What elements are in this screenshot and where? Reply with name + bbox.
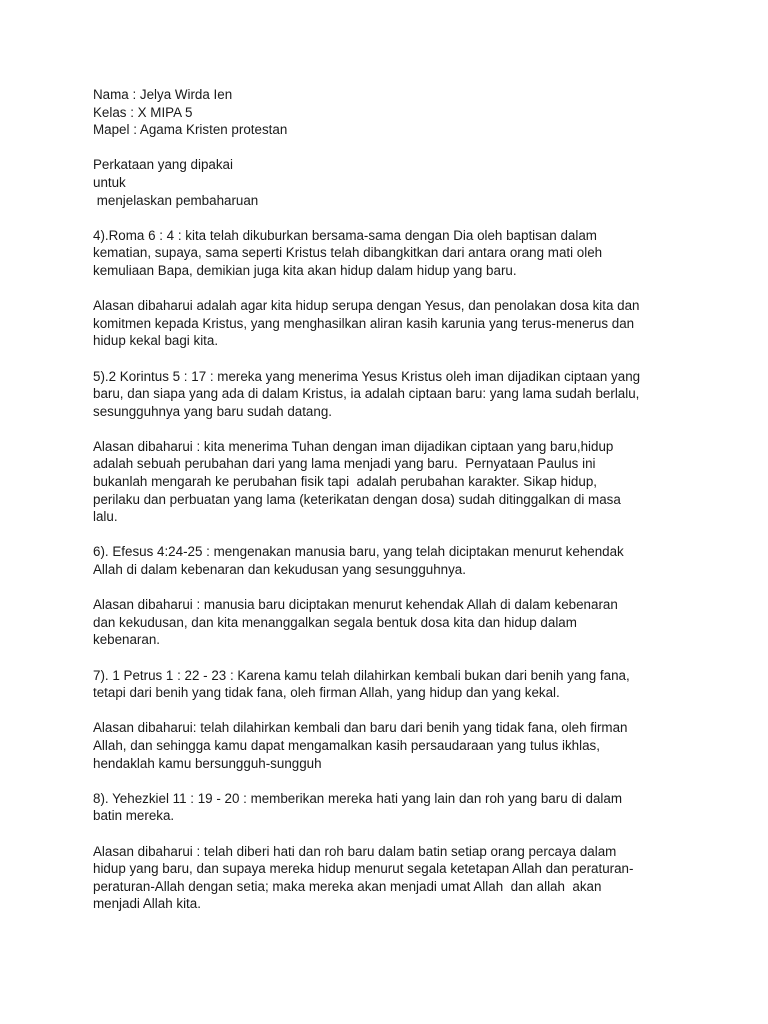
reason-line: adalah sebuah perubahan dari yang lama menjadi yang baru. Pernyataan Paulus ini bbox=[93, 456, 596, 472]
verse-line: 5).2 Korintus 5 : 17 : mereka yang menerima Yesus Kristus oleh iman dijadikan ciptaan yang bbox=[93, 368, 641, 384]
reason-paragraph bbox=[93, 719, 683, 772]
reason-line: Alasan dibaharui : manusia baru diciptakan menurut kehendak Allah di dalam kebenaran bbox=[93, 597, 618, 613]
verse-line: baru, dan siapa yang ada di dalam Kristus, ia adalah ciptaan baru: yang lama sudah berlalu, bbox=[93, 386, 640, 402]
verse-line: tetapi dari benih yang tidak fana, oleh firman Allah, yang hidup dan yang kekal. bbox=[93, 685, 560, 701]
verse-paragraph bbox=[93, 543, 683, 578]
reason-line: Allah, dan sehingga kamu dapat mengamalkan kasih persaudaraan yang tulus ikhlas, bbox=[93, 737, 600, 753]
verse-line: sesungguhnya yang baru sudah datang. bbox=[93, 403, 332, 419]
reason-line: Alasan dibaharui: telah dilahirkan kembali dan baru dari benih yang tidak fana, oleh firman bbox=[93, 720, 628, 736]
verse-line: 7). 1 Petrus 1 : 22 - 23 : Karena kamu telah dilahirkan kembali bukan dari benih yang fana, bbox=[93, 667, 630, 683]
header-block bbox=[93, 86, 683, 139]
reason-line: bukanlah mengarah ke perubahan fisik tapi adalah perubahan karakter. Sikap hidup, bbox=[93, 474, 597, 490]
intro-line: Perkataan yang dipakai bbox=[93, 157, 233, 173]
verse-paragraph bbox=[93, 227, 683, 280]
reason-line: Alasan dibaharui adalah agar kita hidup serupa dengan Yesus, dan penolakan dosa kita dan bbox=[93, 298, 640, 314]
reason-line: hidup yang baru, dan supaya mereka hidup menurut segala ketetapan Allah dan peraturan- bbox=[93, 861, 634, 877]
reason-line: lalu. bbox=[93, 509, 118, 525]
reason-line: kebenaran. bbox=[93, 632, 161, 648]
verse-line: 6). Efesus 4:24-25 : mengenakan manusia baru, yang telah diciptakan menurut kehendak bbox=[93, 544, 624, 560]
verse-line: Allah di dalam kebenaran dan kekudusan yang sesungguhnya. bbox=[93, 562, 466, 578]
reason-line: Alasan dibaharui : kita menerima Tuhan dengan iman dijadikan ciptaan yang baru,hidup bbox=[93, 438, 614, 454]
reason-paragraph bbox=[93, 843, 683, 913]
verse-paragraph bbox=[93, 368, 683, 421]
verse-line: 8). Yehezkiel 11 : 19 - 20 : memberikan mereka hati yang lain dan roh yang baru di dalam bbox=[93, 790, 622, 806]
reason-line: komitmen kepada Kristus, yang menghasilkan aliran kasih karunia yang terus-menerus dan bbox=[93, 315, 635, 331]
intro-line: menjelaskan pembaharuan bbox=[93, 192, 259, 208]
sections-container bbox=[93, 227, 683, 913]
reason-line: dan kekudusan, dan kita menanggalkan segala bentuk dosa kita dan hidup dalam bbox=[93, 614, 577, 630]
intro-block bbox=[93, 156, 683, 209]
reason-line: hendaklah kamu bersungguh-sungguh bbox=[93, 755, 322, 771]
verse-line: 4).Roma 6 : 4 : kita telah dikuburkan bersama-sama dengan Dia oleh baptisan dalam bbox=[93, 227, 597, 243]
reason-line: peraturan-Allah dengan setia; maka mereka akan menjadi umat Allah dan allah akan bbox=[93, 878, 602, 894]
reason-paragraph bbox=[93, 438, 683, 526]
document-page bbox=[93, 86, 683, 913]
verse-paragraph bbox=[93, 790, 683, 825]
student-name: Nama : Jelya Wirda Ien bbox=[93, 87, 233, 102]
verse-line: kemuliaan Bapa, demikian juga kita akan hidup dalam hidup yang baru. bbox=[93, 262, 517, 278]
subject: Mapel : Agama Kristen protestan bbox=[93, 122, 288, 138]
reason-line: Alasan dibaharui : telah diberi hati dan roh baru dalam batin setiap orang percaya dalam bbox=[93, 843, 617, 859]
reason-paragraph bbox=[93, 596, 683, 649]
reason-line: menjadi Allah kita. bbox=[93, 896, 201, 912]
verse-paragraph bbox=[93, 667, 683, 702]
intro-line: untuk bbox=[93, 174, 126, 190]
reason-paragraph bbox=[93, 297, 683, 350]
verse-line: kematian, supaya, sama seperti Kristus telah dibangkitkan dari antara orang mati oleh bbox=[93, 245, 603, 261]
verse-line: batin mereka. bbox=[93, 808, 175, 824]
student-class: Kelas : X MIPA 5 bbox=[93, 104, 193, 120]
reason-line: perilaku dan perbuatan yang lama (keterikatan dengan dosa) sudah ditinggalkan di masa bbox=[93, 491, 621, 507]
reason-line: hidup kekal bagi kita. bbox=[93, 333, 219, 349]
